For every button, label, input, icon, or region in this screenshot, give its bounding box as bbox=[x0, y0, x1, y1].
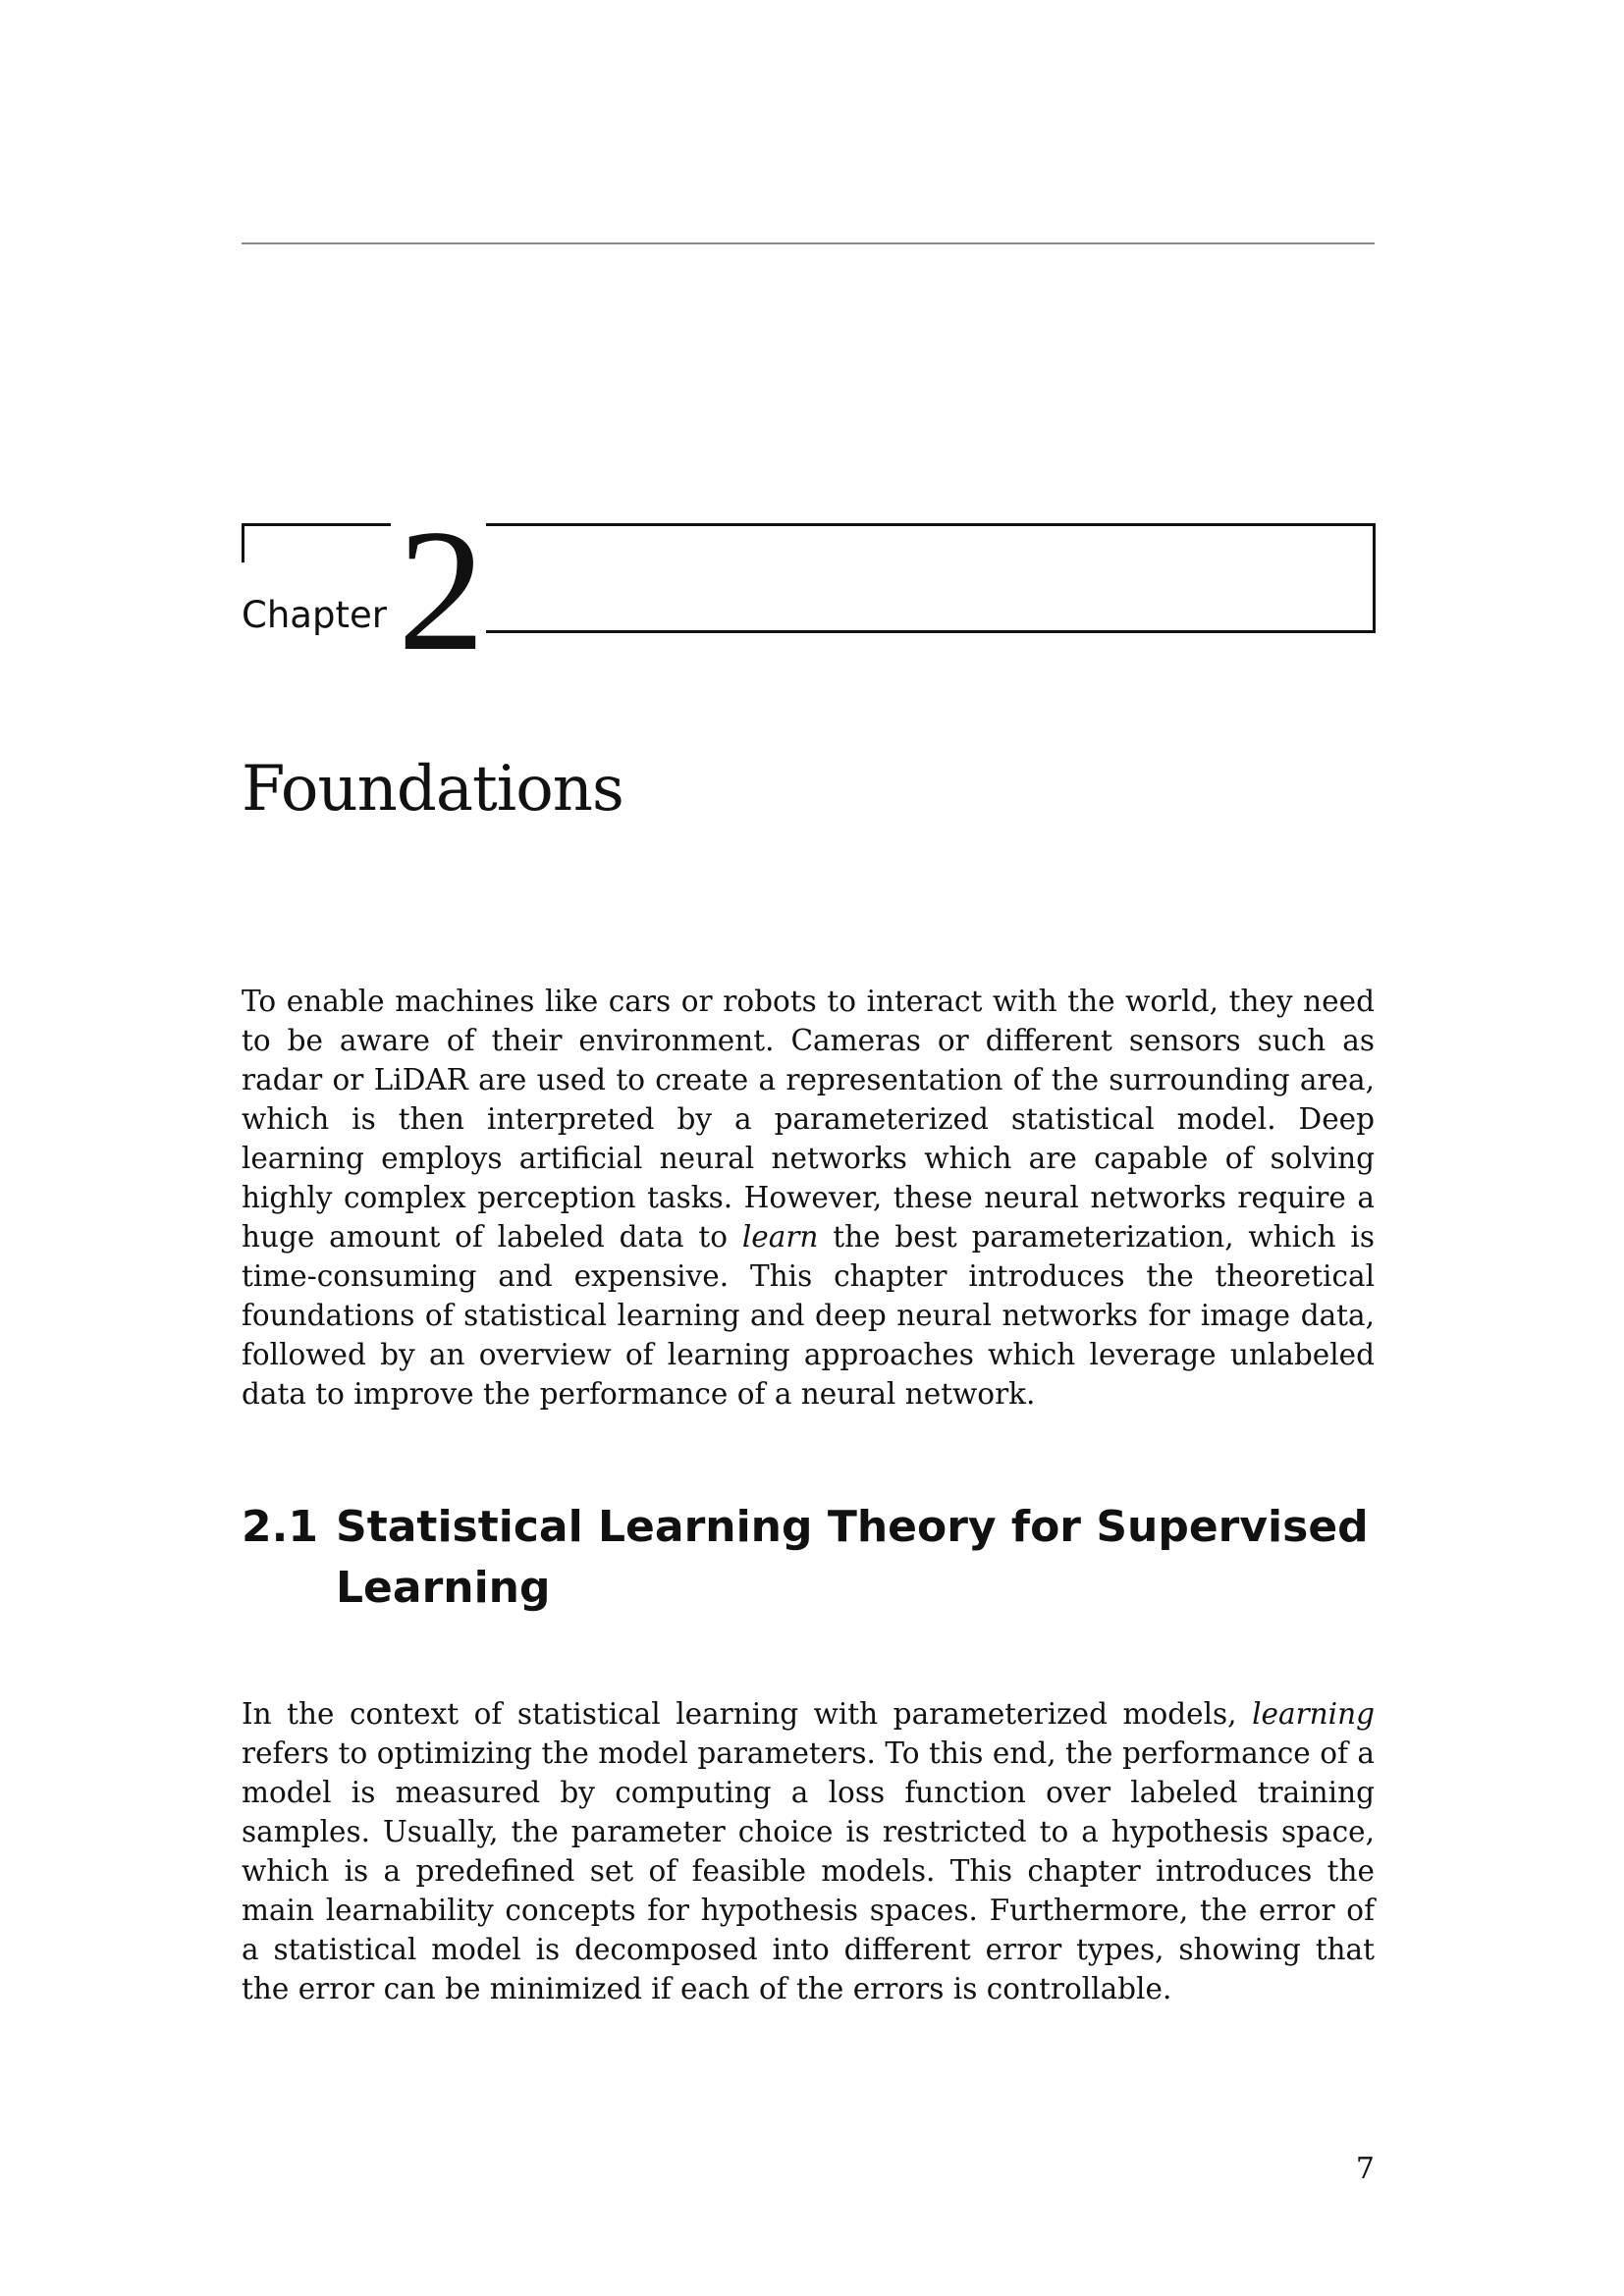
header-rule bbox=[242, 242, 1375, 244]
chapter-title: Foundations bbox=[242, 753, 623, 826]
chapter-number: 2 bbox=[398, 493, 485, 687]
intro-text-a: To enable machines like cars or robots to interact with the world, they need to be aware of their environment. Cameras or different sensors such as radar or LiDAR are used to create a representation of the surrounding area, which is then interpreted by a parameterized statistical model. Deep learning employs artificial neural networks which are capable of solving highly complex perception tasks. However, these neural networks require a huge amount of labeled data to bbox=[242, 985, 1375, 1254]
intro-text-b: the best parameterization, which is time-consuming and expensive. This chapter introduces the theoretical foundations of statistical learning and deep neural networks for image data, followed by an overview of learning approaches which leverage unlabeled data to improve the performance of a neural network. bbox=[242, 1220, 1376, 1411]
section-emphasis: learning bbox=[1252, 1697, 1375, 1731]
intro-emphasis: learn bbox=[741, 1220, 819, 1254]
section-number: 2.1 bbox=[242, 1502, 318, 1552]
chapter-frame-right bbox=[486, 523, 1376, 633]
section-text-a: In the context of statistical learning with parameterized models, bbox=[242, 1697, 1253, 1731]
section-heading bbox=[242, 1497, 1375, 1619]
page-number: 7 bbox=[1355, 2152, 1375, 2186]
chapter-frame-left bbox=[242, 523, 391, 562]
section-title: Statistical Learning Theory for Supervised Learning bbox=[336, 1502, 1369, 1613]
section-text-b: refers to optimizing the model parameters. To this end, the performance of a model is measured by computing a loss function over labeled training samples. Usually, the parameter choice is restricted to a hypothesis space, which is a predefined set of feasible models. This chapter introduces the main learnability concepts for hypothesis spaces. Furthermore, the error of a statistical model is decomposed into different error types, showing that the error can be minimized if each of the errors is controllable. bbox=[242, 1736, 1375, 2005]
chapter-label: Chapter bbox=[242, 594, 387, 636]
intro-paragraph bbox=[242, 982, 1375, 1414]
section-paragraph bbox=[242, 1694, 1375, 2008]
